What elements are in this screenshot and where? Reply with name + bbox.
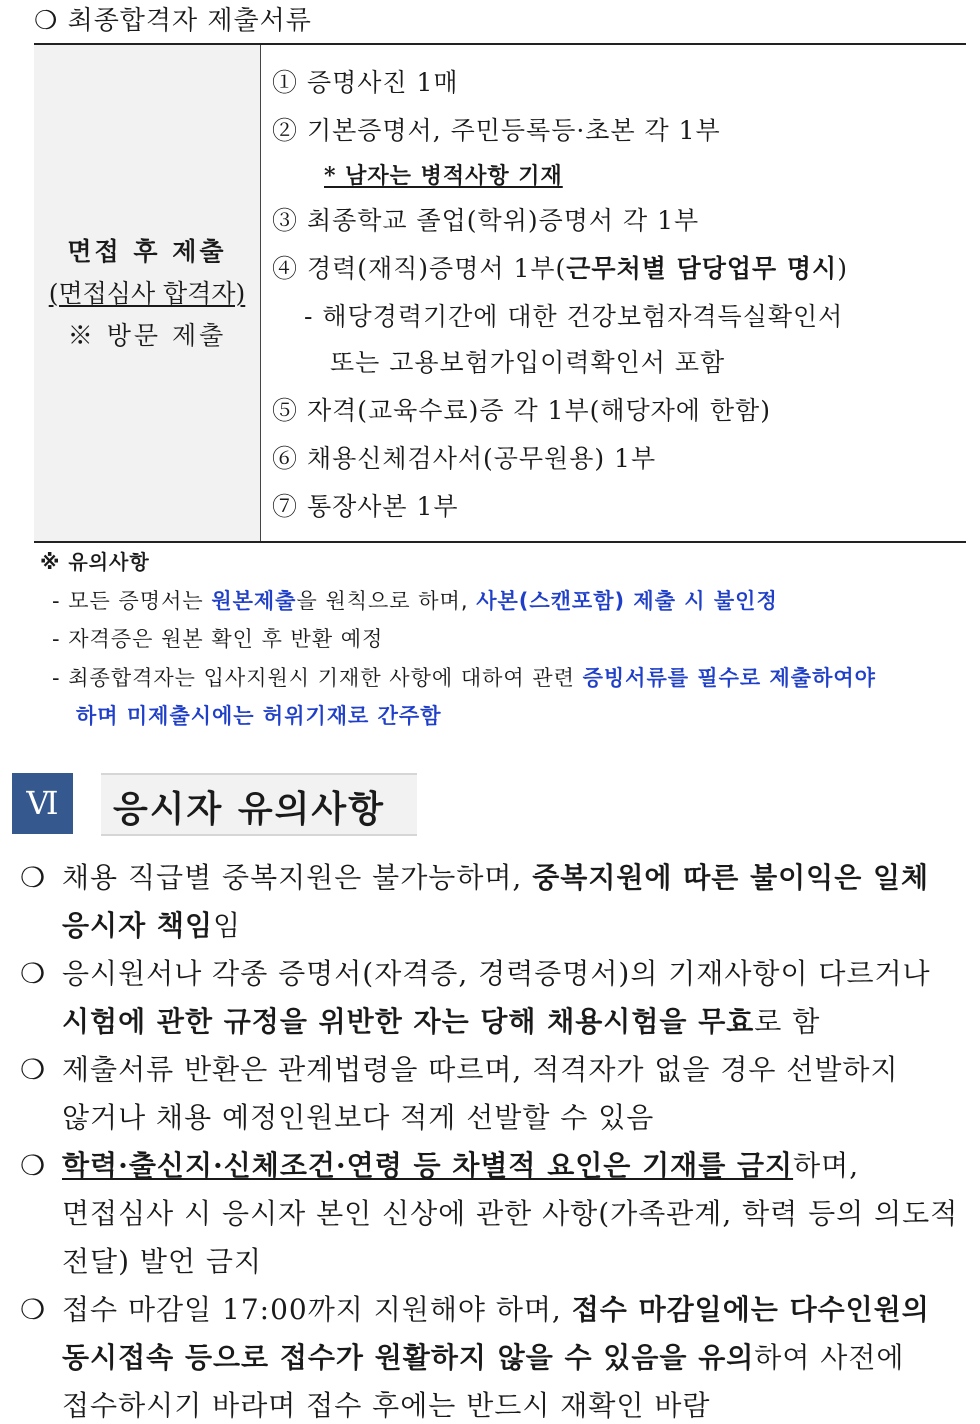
bullet-2-end: 로 함: [754, 1005, 821, 1038]
notice-line-4: 하며 미제출시에는 허위기재로 간주함: [76, 704, 442, 728]
eligible-group-label: (면접심사 합격자): [48, 279, 246, 308]
bullet-4-end: 하며,: [793, 1149, 860, 1182]
bullet-1: [20, 856, 929, 896]
bullet-5-emphasis: 접수 마감일에는 다수인원의: [571, 1293, 930, 1326]
doc-item-graduation-certificate: ③ 최종학교 졸업(학위)증명서 각 1부: [272, 206, 700, 235]
bullet-2-cont: [62, 1000, 820, 1040]
section-title-box: [101, 773, 417, 836]
bullet-3-text: 제출서류 반환은 관계법령을 따르며, 적격자가 없을 경우 선발하지: [62, 1053, 899, 1086]
bullet-5-text: 접수 마감일 17:00까지 지원해야 하며,: [62, 1293, 572, 1326]
bullet-marker: ❍: [20, 861, 47, 894]
bullet-1-text: 채용 직급별 중복지원은 불가능하며,: [62, 861, 533, 894]
notice-original-submission: 원본제출: [211, 589, 297, 613]
bullet-5-cont-2: 접수하시기 바라며 접수 후에는 반드시 재확인 바람: [62, 1389, 711, 1422]
bullet-5-mid: 하여 사전에: [754, 1341, 905, 1374]
bullet-2-emphasis: 시험에 관한 규정을 위반한 자는 당해 채용시험을 무효: [62, 1005, 755, 1038]
bullet-4-cont-2: 전달) 발언 금지: [62, 1245, 263, 1278]
bullet-4-emphasis: 학력·출신지·신체조건·연령 등 차별적 요인은 기재를 금지: [62, 1149, 794, 1182]
section-heading-final-documents: ❍ 최종합격자 제출서류: [34, 6, 312, 36]
bullet-2: [20, 952, 931, 992]
bullet-marker: ❍: [20, 957, 47, 990]
bullet-1-emphasis: 중복지원에 따른 불이익은 일체: [532, 861, 930, 894]
notice-line-1: [52, 585, 778, 615]
bullet-marker: ❍: [20, 1149, 47, 1182]
doc-item-military-note: * 남자는 병적사항 기재: [324, 163, 563, 189]
bullet-2-text: 응시원서나 각종 증명서(자격증, 경력증명서)의 기재사항이 다르거나: [62, 957, 931, 990]
doc-item-qualification: ⑤ 자격(교육수료)증 각 1부(해당자에 한함): [272, 396, 771, 425]
notice-title: ※ 유의사항: [40, 550, 150, 574]
documents-table-left-cell: [34, 45, 261, 541]
doc-item-career-certificate: [272, 249, 848, 285]
bullet-3-cont: 않거나 채용 예정인원보다 적게 선발할 수 있음: [62, 1101, 655, 1134]
bullet-1-emphasis-cont: 응시자 책임: [62, 909, 213, 942]
section-title: 응시자 유의사항: [113, 789, 385, 830]
notice-line-1-mid: 을 원칙으로 하며,: [296, 589, 477, 613]
notice-line-1-text: - 모든 증명서는: [52, 589, 212, 613]
career-certificate-emphasis: 근무처별 담당업무 명시: [566, 254, 838, 283]
submission-timing-label: 면접 후 제출: [67, 237, 227, 266]
bullet-5-cont: [62, 1336, 904, 1376]
doc-item-insurance-alternative: 또는 고용보험가입이력확인서 포함: [330, 348, 726, 377]
notice-copy-rejected: 사본(스캔포함) 제출 시 불인정: [476, 589, 778, 613]
notice-line-3: [52, 662, 876, 692]
bullet-4-cont: 면접심사 시 응시자 본인 신상에 관한 사항(가족관계, 학력 등의 의도적: [62, 1197, 959, 1230]
documents-table: [34, 43, 966, 543]
career-certificate-close: ): [837, 254, 848, 283]
notice-line-3-text: - 최종합격자는 입사지원시 기재한 사항에 대하여 관련: [52, 666, 583, 690]
career-certificate-text: ④ 경력(재직)증명서 1부(: [272, 254, 567, 283]
bullet-5-emphasis-cont: 동시접속 등으로 접수가 원활하지 않을 수 있음을 유의: [62, 1341, 755, 1374]
bullet-5: [20, 1288, 930, 1328]
doc-item-photo: ① 증명사진 1매: [272, 68, 459, 97]
bullet-1-cont: [62, 904, 241, 944]
bullet-1-end: 임: [213, 909, 242, 942]
section-number-badge: Ⅵ: [12, 773, 73, 834]
doc-item-bankbook-copy: ⑦ 통장사본 1부: [272, 492, 459, 521]
bullet-3: [20, 1048, 899, 1088]
bullet-marker: ❍: [20, 1293, 47, 1326]
bullet-marker: ❍: [20, 1053, 47, 1086]
doc-item-basic-certificate: ② 기본증명서, 주민등록등·초본 각 1부: [272, 116, 721, 145]
visit-submission-note: ※ 방문 제출: [67, 321, 227, 350]
notice-required-documents: 증빙서류를 필수로 제출하여야: [582, 666, 876, 690]
bullet-4: [20, 1144, 859, 1184]
doc-item-insurance-certificate: - 해당경력기간에 대한 건강보험자격득실확인서: [304, 302, 844, 331]
doc-item-medical-check: ⑥ 채용신체검사서(공무원용) 1부: [272, 444, 657, 473]
notice-line-2: - 자격증은 원본 확인 후 반환 예정: [52, 627, 384, 651]
